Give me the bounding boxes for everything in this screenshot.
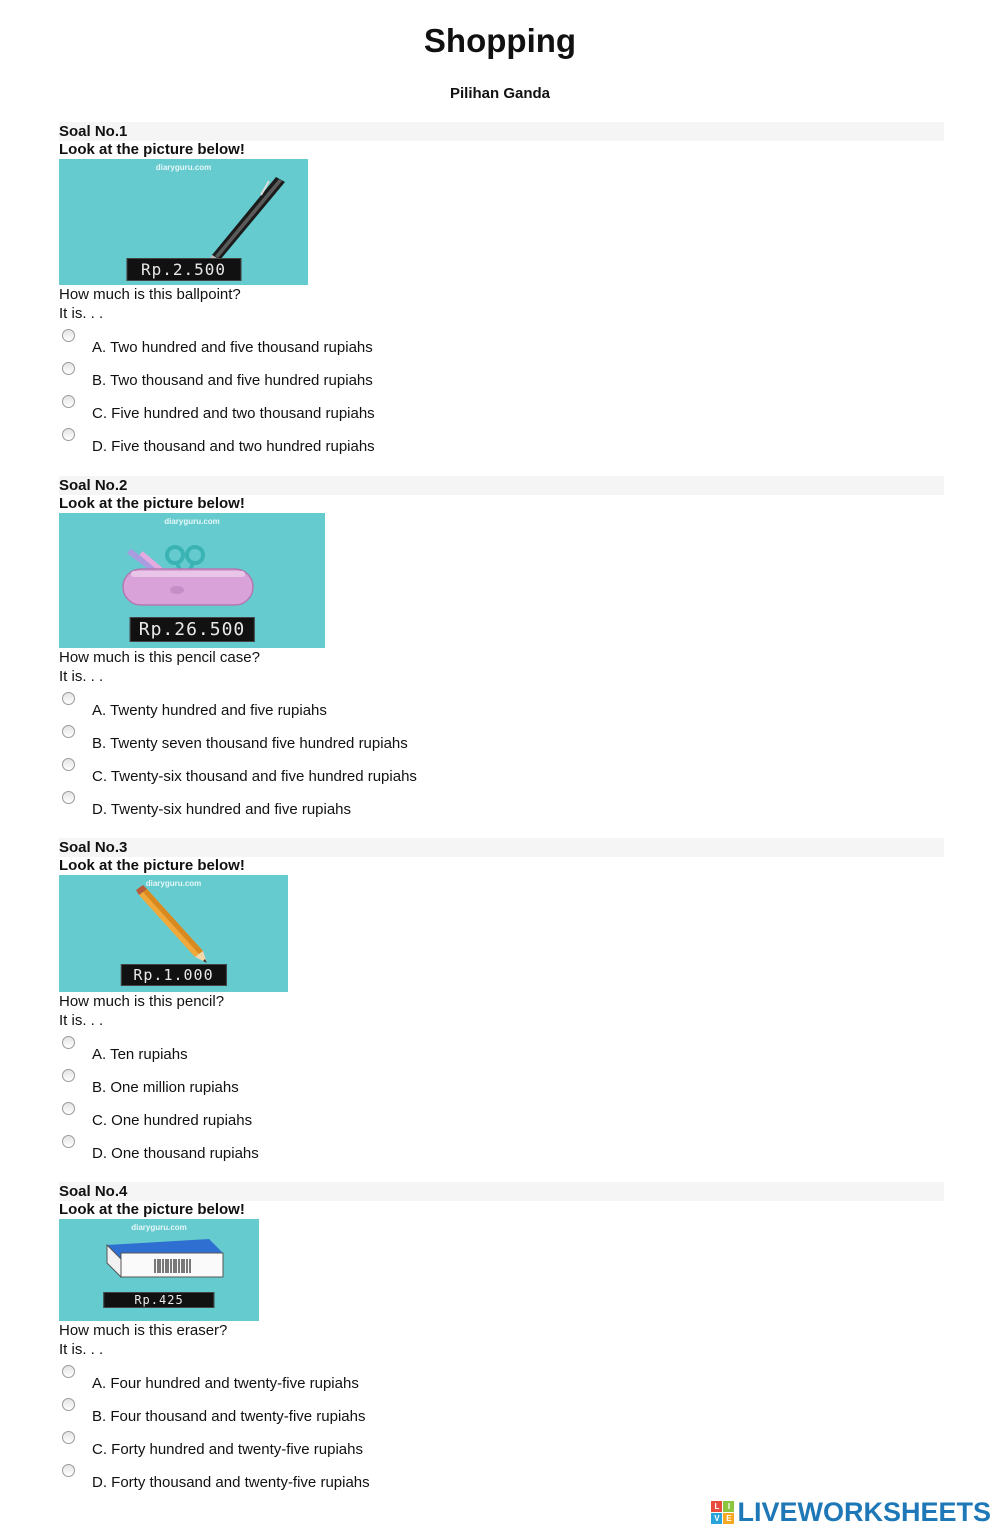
watermark: diaryguru.com	[131, 1223, 187, 1232]
question-stem: It is. . .	[59, 668, 104, 685]
option-label: C. Forty hundred and twenty-five rupiahs	[92, 1441, 363, 1458]
answer-option[interactable]	[59, 1133, 944, 1166]
answer-option[interactable]	[59, 360, 944, 393]
radio-button[interactable]	[62, 1036, 75, 1049]
question-instruction: Look at the picture below!	[59, 1201, 245, 1218]
answer-option[interactable]	[59, 1100, 944, 1133]
question-header: Soal No.4	[59, 1182, 944, 1201]
answer-option[interactable]	[59, 789, 944, 822]
option-label: A. Twenty hundred and five rupiahs	[92, 702, 327, 719]
option-label: D. One thousand rupiahs	[92, 1145, 259, 1162]
option-label: C. Twenty-six thousand and five hundred rupiahs	[92, 768, 417, 785]
question-2	[59, 476, 944, 822]
radio-button[interactable]	[62, 725, 75, 738]
watermark: diaryguru.com	[145, 879, 202, 888]
question-stem: It is. . .	[59, 305, 104, 322]
price-tag: Rp.2.500	[126, 258, 241, 281]
question-4	[59, 1182, 944, 1495]
radio-button[interactable]	[62, 1398, 75, 1411]
radio-button[interactable]	[62, 1069, 75, 1082]
question-text: How much is this pencil case?	[59, 649, 260, 666]
question-stem: It is. . .	[59, 1012, 104, 1029]
watermark: diaryguru.com	[155, 163, 212, 172]
answer-option[interactable]	[59, 393, 944, 426]
question-header: Soal No.3	[59, 838, 944, 857]
pencil-picture	[59, 875, 288, 992]
radio-button[interactable]	[62, 758, 75, 771]
option-label: C. One hundred rupiahs	[92, 1112, 253, 1129]
logo-mark-letter: V	[711, 1513, 722, 1524]
answer-option[interactable]	[59, 1429, 944, 1462]
option-label: D. Forty thousand and twenty-five rupiahs	[92, 1474, 370, 1491]
option-label: A. Two hundred and five thousand rupiahs	[92, 339, 373, 356]
answer-option[interactable]	[59, 723, 944, 756]
price-tag: Rp.1.000	[120, 964, 226, 986]
question-1	[59, 122, 944, 459]
question-header: Soal No.1	[59, 122, 944, 141]
option-label: B. Two thousand and five hundred rupiahs	[92, 372, 373, 389]
eraser-picture	[59, 1219, 259, 1321]
option-label: D. Twenty-six hundred and five rupiahs	[92, 801, 352, 818]
answer-option[interactable]	[59, 327, 944, 360]
answer-option[interactable]	[59, 1462, 944, 1495]
radio-button[interactable]	[62, 1102, 75, 1115]
logo-text: LIVEWORKSHEETS	[737, 1496, 991, 1527]
option-label: A. Ten rupiahs	[92, 1046, 188, 1063]
radio-button[interactable]	[62, 1464, 75, 1477]
answer-option[interactable]	[59, 690, 944, 723]
answer-option[interactable]	[59, 1067, 944, 1100]
answer-options	[59, 1034, 944, 1166]
page-subtitle: Pilihan Ganda	[449, 85, 551, 102]
option-label: B. One million rupiahs	[92, 1079, 239, 1096]
question-instruction: Look at the picture below!	[59, 141, 245, 158]
radio-button[interactable]	[62, 692, 75, 705]
answer-option[interactable]	[59, 426, 944, 459]
price-tag: Rp.425	[103, 1292, 214, 1308]
question-text: How much is this ballpoint?	[59, 286, 241, 303]
option-label: B. Twenty seven thousand five hundred rupiahs	[92, 735, 408, 752]
answer-options	[59, 690, 944, 822]
watermark: diaryguru.com	[164, 517, 220, 526]
radio-button[interactable]	[62, 395, 75, 408]
answer-option[interactable]	[59, 756, 944, 789]
radio-button[interactable]	[62, 1431, 75, 1444]
question-instruction: Look at the picture below!	[59, 857, 245, 874]
question-3	[59, 838, 944, 1166]
option-label: D. Five thousand and two hundred rupiahs	[92, 438, 375, 455]
answer-option[interactable]	[59, 1034, 944, 1067]
answer-option[interactable]	[59, 1363, 944, 1396]
price-tag: Rp.26.500	[130, 617, 255, 642]
question-text: How much is this eraser?	[59, 1322, 228, 1339]
radio-button[interactable]	[62, 428, 75, 441]
logo-mark-icon	[711, 1501, 734, 1524]
answer-options	[59, 327, 944, 459]
answer-option[interactable]	[59, 1396, 944, 1429]
option-label: B. Four thousand and twenty-five rupiahs	[92, 1408, 366, 1425]
option-label: A. Four hundred and twenty-five rupiahs	[92, 1375, 359, 1392]
liveworksheets-logo[interactable]	[711, 1496, 991, 1527]
logo-mark-letter: E	[723, 1513, 734, 1524]
pencil-case-picture	[59, 513, 325, 648]
question-text: How much is this pencil?	[59, 993, 225, 1010]
question-header: Soal No.2	[59, 476, 944, 495]
radio-button[interactable]	[62, 791, 75, 804]
answer-options	[59, 1363, 944, 1495]
ballpoint-picture	[59, 159, 308, 285]
question-instruction: Look at the picture below!	[59, 495, 245, 512]
radio-button[interactable]	[62, 362, 75, 375]
option-label: C. Five hundred and two thousand rupiahs	[92, 405, 375, 422]
radio-button[interactable]	[62, 1365, 75, 1378]
logo-mark-letter: I	[723, 1501, 734, 1512]
logo-mark-letter: L	[711, 1501, 722, 1512]
page-title: Shopping	[423, 22, 577, 59]
radio-button[interactable]	[62, 329, 75, 342]
question-stem: It is. . .	[59, 1341, 104, 1358]
radio-button[interactable]	[62, 1135, 75, 1148]
